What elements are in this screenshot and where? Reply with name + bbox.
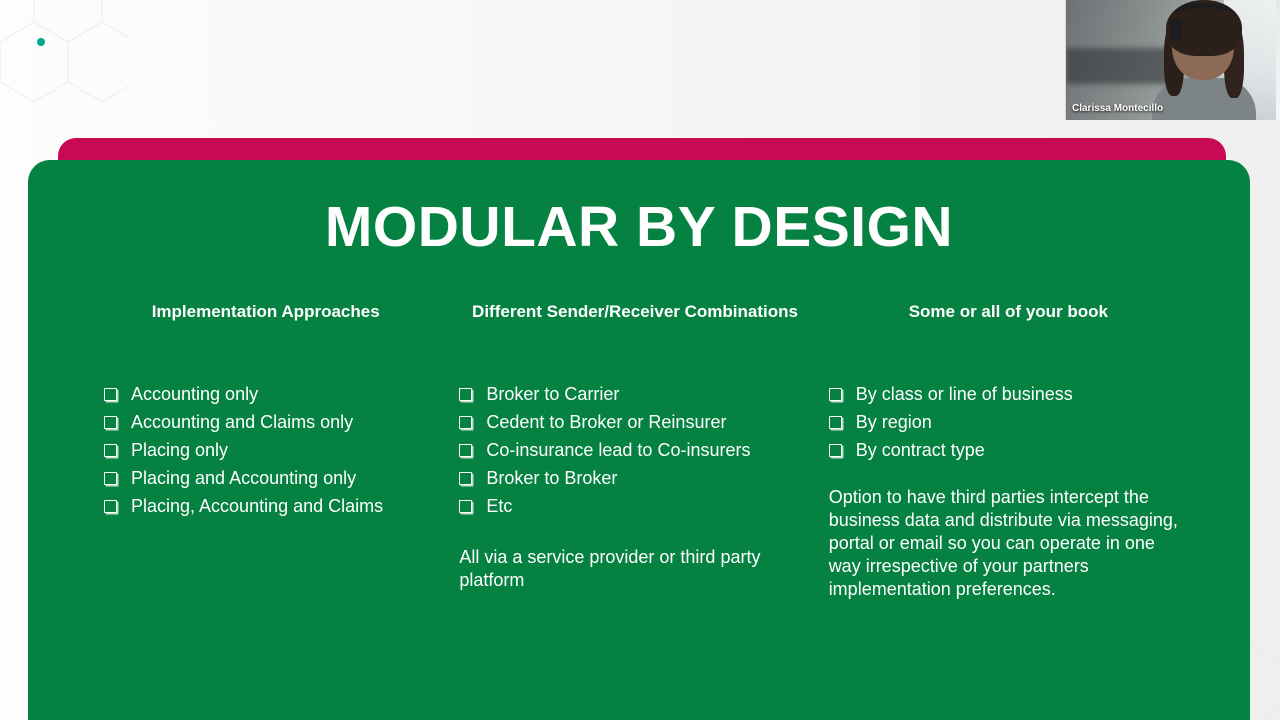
- list-item-label: By region: [855, 411, 932, 432]
- checkbox-icon: [829, 416, 842, 429]
- list-item: [829, 439, 1188, 462]
- checkbox-icon: [459, 416, 472, 429]
- checkbox-icon: [459, 444, 472, 457]
- checkbox-icon: [459, 472, 472, 485]
- webcam-background-shadow: [1066, 48, 1170, 84]
- webcam-tile[interactable]: [1065, 0, 1280, 120]
- list-item-label: By contract type: [855, 439, 985, 460]
- list-item: [459, 439, 810, 462]
- list-item-label: Placing and Accounting only: [131, 467, 357, 488]
- list-item-label: Broker to Carrier: [486, 383, 620, 404]
- list-item-label: Placing, Accounting and Claims: [131, 495, 384, 516]
- checkbox-icon: [104, 444, 117, 457]
- list-item: [104, 495, 441, 518]
- column-note: Option to have third parties intercept the business data and distribute via messaging, portal or email so you can operate in one way irrespective of your partners implementation preferences.: [828, 486, 1178, 599]
- checkbox-icon: [104, 416, 117, 429]
- checkbox-icon: [829, 388, 842, 401]
- list-item: [104, 467, 441, 490]
- column-implementation-approaches: [90, 301, 459, 601]
- headset-band-icon: [1174, 4, 1234, 18]
- list-item-label: Co-insurance lead to Co-insurers: [486, 439, 751, 460]
- participant-name-label: Clarissa Montecillo: [1072, 103, 1164, 114]
- list-item-label: Etc: [486, 495, 513, 516]
- list-item: [104, 383, 441, 406]
- list-item: [829, 411, 1188, 434]
- checkbox-icon: [104, 472, 117, 485]
- checkbox-icon: [829, 444, 842, 457]
- list-item-label: Accounting only: [131, 383, 259, 404]
- checkbox-icon: [459, 388, 472, 401]
- slide-card: [28, 160, 1250, 720]
- list-item-label: Accounting and Claims only: [131, 411, 354, 432]
- list-item-label: By class or line of business: [855, 383, 1073, 404]
- list-item: [459, 383, 810, 406]
- checklist-sender-receiver-combinations: [459, 383, 810, 518]
- slide-columns: [28, 301, 1250, 601]
- column-heading: Some or all of your book: [908, 301, 1108, 321]
- list-item: [104, 411, 441, 434]
- headset-earcup-icon: [1170, 18, 1182, 40]
- list-item: [459, 411, 810, 434]
- list-item: [459, 495, 810, 518]
- checklist-book-scope: [829, 383, 1188, 462]
- column-note: All via a service provider or third party platform: [459, 546, 761, 590]
- checkbox-icon: [104, 500, 117, 513]
- checkbox-icon: [459, 500, 472, 513]
- checkbox-icon: [104, 388, 117, 401]
- checklist-implementation-approaches: [104, 383, 441, 518]
- column-heading: Implementation Approaches: [151, 301, 380, 321]
- column-some-or-all-of-your-book: [829, 301, 1188, 601]
- list-item-label: Cedent to Broker or Reinsurer: [486, 411, 727, 432]
- list-item-label: Broker to Broker: [486, 467, 618, 488]
- slide-title: MODULAR BY DESIGN: [324, 195, 954, 259]
- teal-dot-decoration-icon: [37, 38, 45, 46]
- list-item: [829, 383, 1188, 406]
- hexagon-decoration-icon: [0, 0, 130, 129]
- list-item: [459, 467, 810, 490]
- column-sender-receiver-combinations: [459, 301, 828, 601]
- column-heading: Different Sender/Receiver Combinations: [472, 301, 798, 321]
- list-item: [104, 439, 441, 462]
- list-item-label: Placing only: [131, 439, 229, 460]
